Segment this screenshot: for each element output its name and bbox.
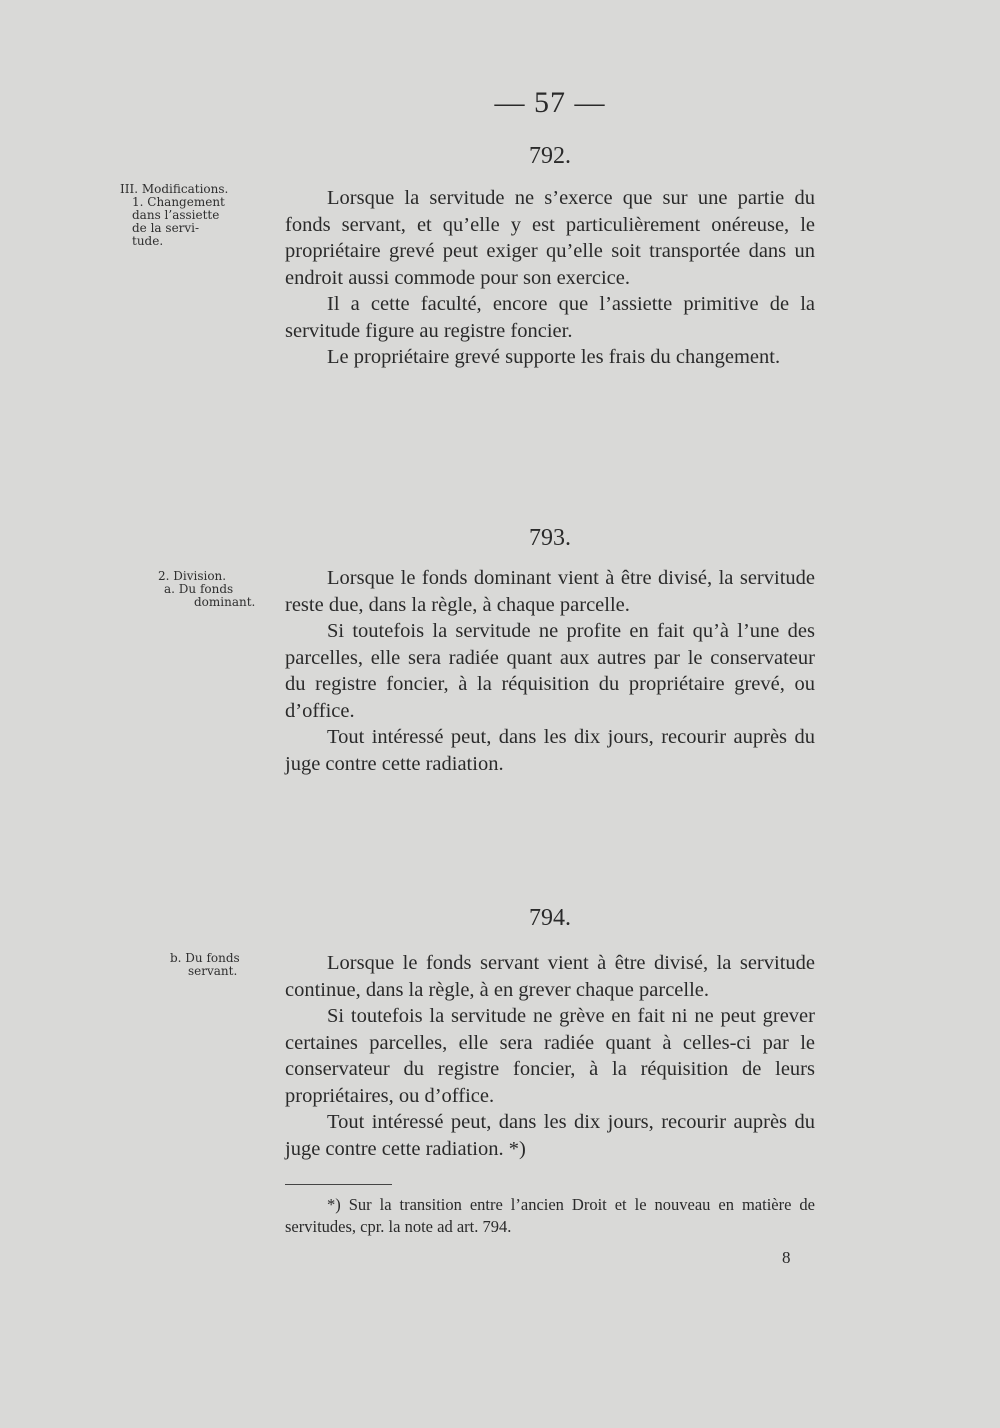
- margin-note-line: 1. Changement: [132, 195, 225, 209]
- margin-note-line: 2. Division.: [158, 569, 227, 583]
- paragraph: Si toutefois la servitude ne grève en fait ni ne peut grever certaines parcelles, elle sera radiée quant à celles-ci par le conservateur du registre foncier, à la réquisition de leurs propriétaires, ou d’office.: [285, 1005, 815, 1107]
- margin-note-line: b. Du fonds: [170, 951, 240, 965]
- article-number-792: 792.: [529, 143, 571, 169]
- article-body-793: [285, 565, 815, 777]
- margin-note-line: a. Du fonds: [164, 582, 234, 596]
- page-number-header: — 57 —: [494, 86, 606, 119]
- margin-note-line: de la servi-: [132, 221, 200, 235]
- paragraph: Il a cette faculté, encore que l’assiette primitive de la servitude figure au registre foncier.: [285, 293, 815, 342]
- margin-note-line: III. Modifications.: [120, 182, 229, 196]
- paragraph: Si toutefois la servitude ne profite en fait qu’à l’une des parcelles, elle sera radiée quant aux autres par le conservateur du registre foncier, à la réquisition du propriétaire grevé, ou d’office.: [285, 620, 815, 722]
- margin-note-line: servant.: [188, 964, 238, 978]
- article-number-794: 794.: [529, 905, 571, 931]
- margin-note-line: dominant.: [194, 595, 256, 609]
- footnote-text: *) Sur la transition entre l’ancien Droit et le nouveau en matière de servitudes, cpr. la note ad art. 794.: [285, 1195, 815, 1236]
- margin-note-line: tude.: [132, 234, 164, 248]
- paragraph: Tout intéressé peut, dans les dix jours, recourir auprès du juge contre cette radiation.: [285, 726, 815, 775]
- footnote: [285, 1194, 815, 1238]
- paragraph: Tout intéressé peut, dans les dix jours, recourir auprès du juge contre cette radiation. *): [285, 1111, 815, 1160]
- paragraph: Lorsque la servitude ne s’exerce que sur une partie du fonds servant, et qu’elle y est particulièrement onéreuse, le propriétaire grevé peut exiger qu’elle soit transportée dans un endroit aussi commode pour son exercice.: [285, 187, 815, 289]
- margin-note-line: dans l’assiette: [132, 208, 220, 222]
- margin-note-792: [120, 183, 280, 248]
- article-number-793: 793.: [529, 525, 571, 551]
- article-body-794: [285, 950, 815, 1162]
- footnote-divider: [285, 1184, 392, 1185]
- paragraph: Lorsque le fonds dominant vient à être divisé, la servitude reste due, dans la règle, à chaque parcelle.: [285, 567, 815, 616]
- signature-mark: 8: [782, 1248, 791, 1267]
- paragraph: Lorsque le fonds servant vient à être divisé, la servitude continue, dans la règle, à en grever chaque parcelle.: [285, 952, 815, 1001]
- paragraph: Le propriétaire grevé supporte les frais du changement.: [327, 346, 781, 368]
- article-body-792: [285, 185, 815, 371]
